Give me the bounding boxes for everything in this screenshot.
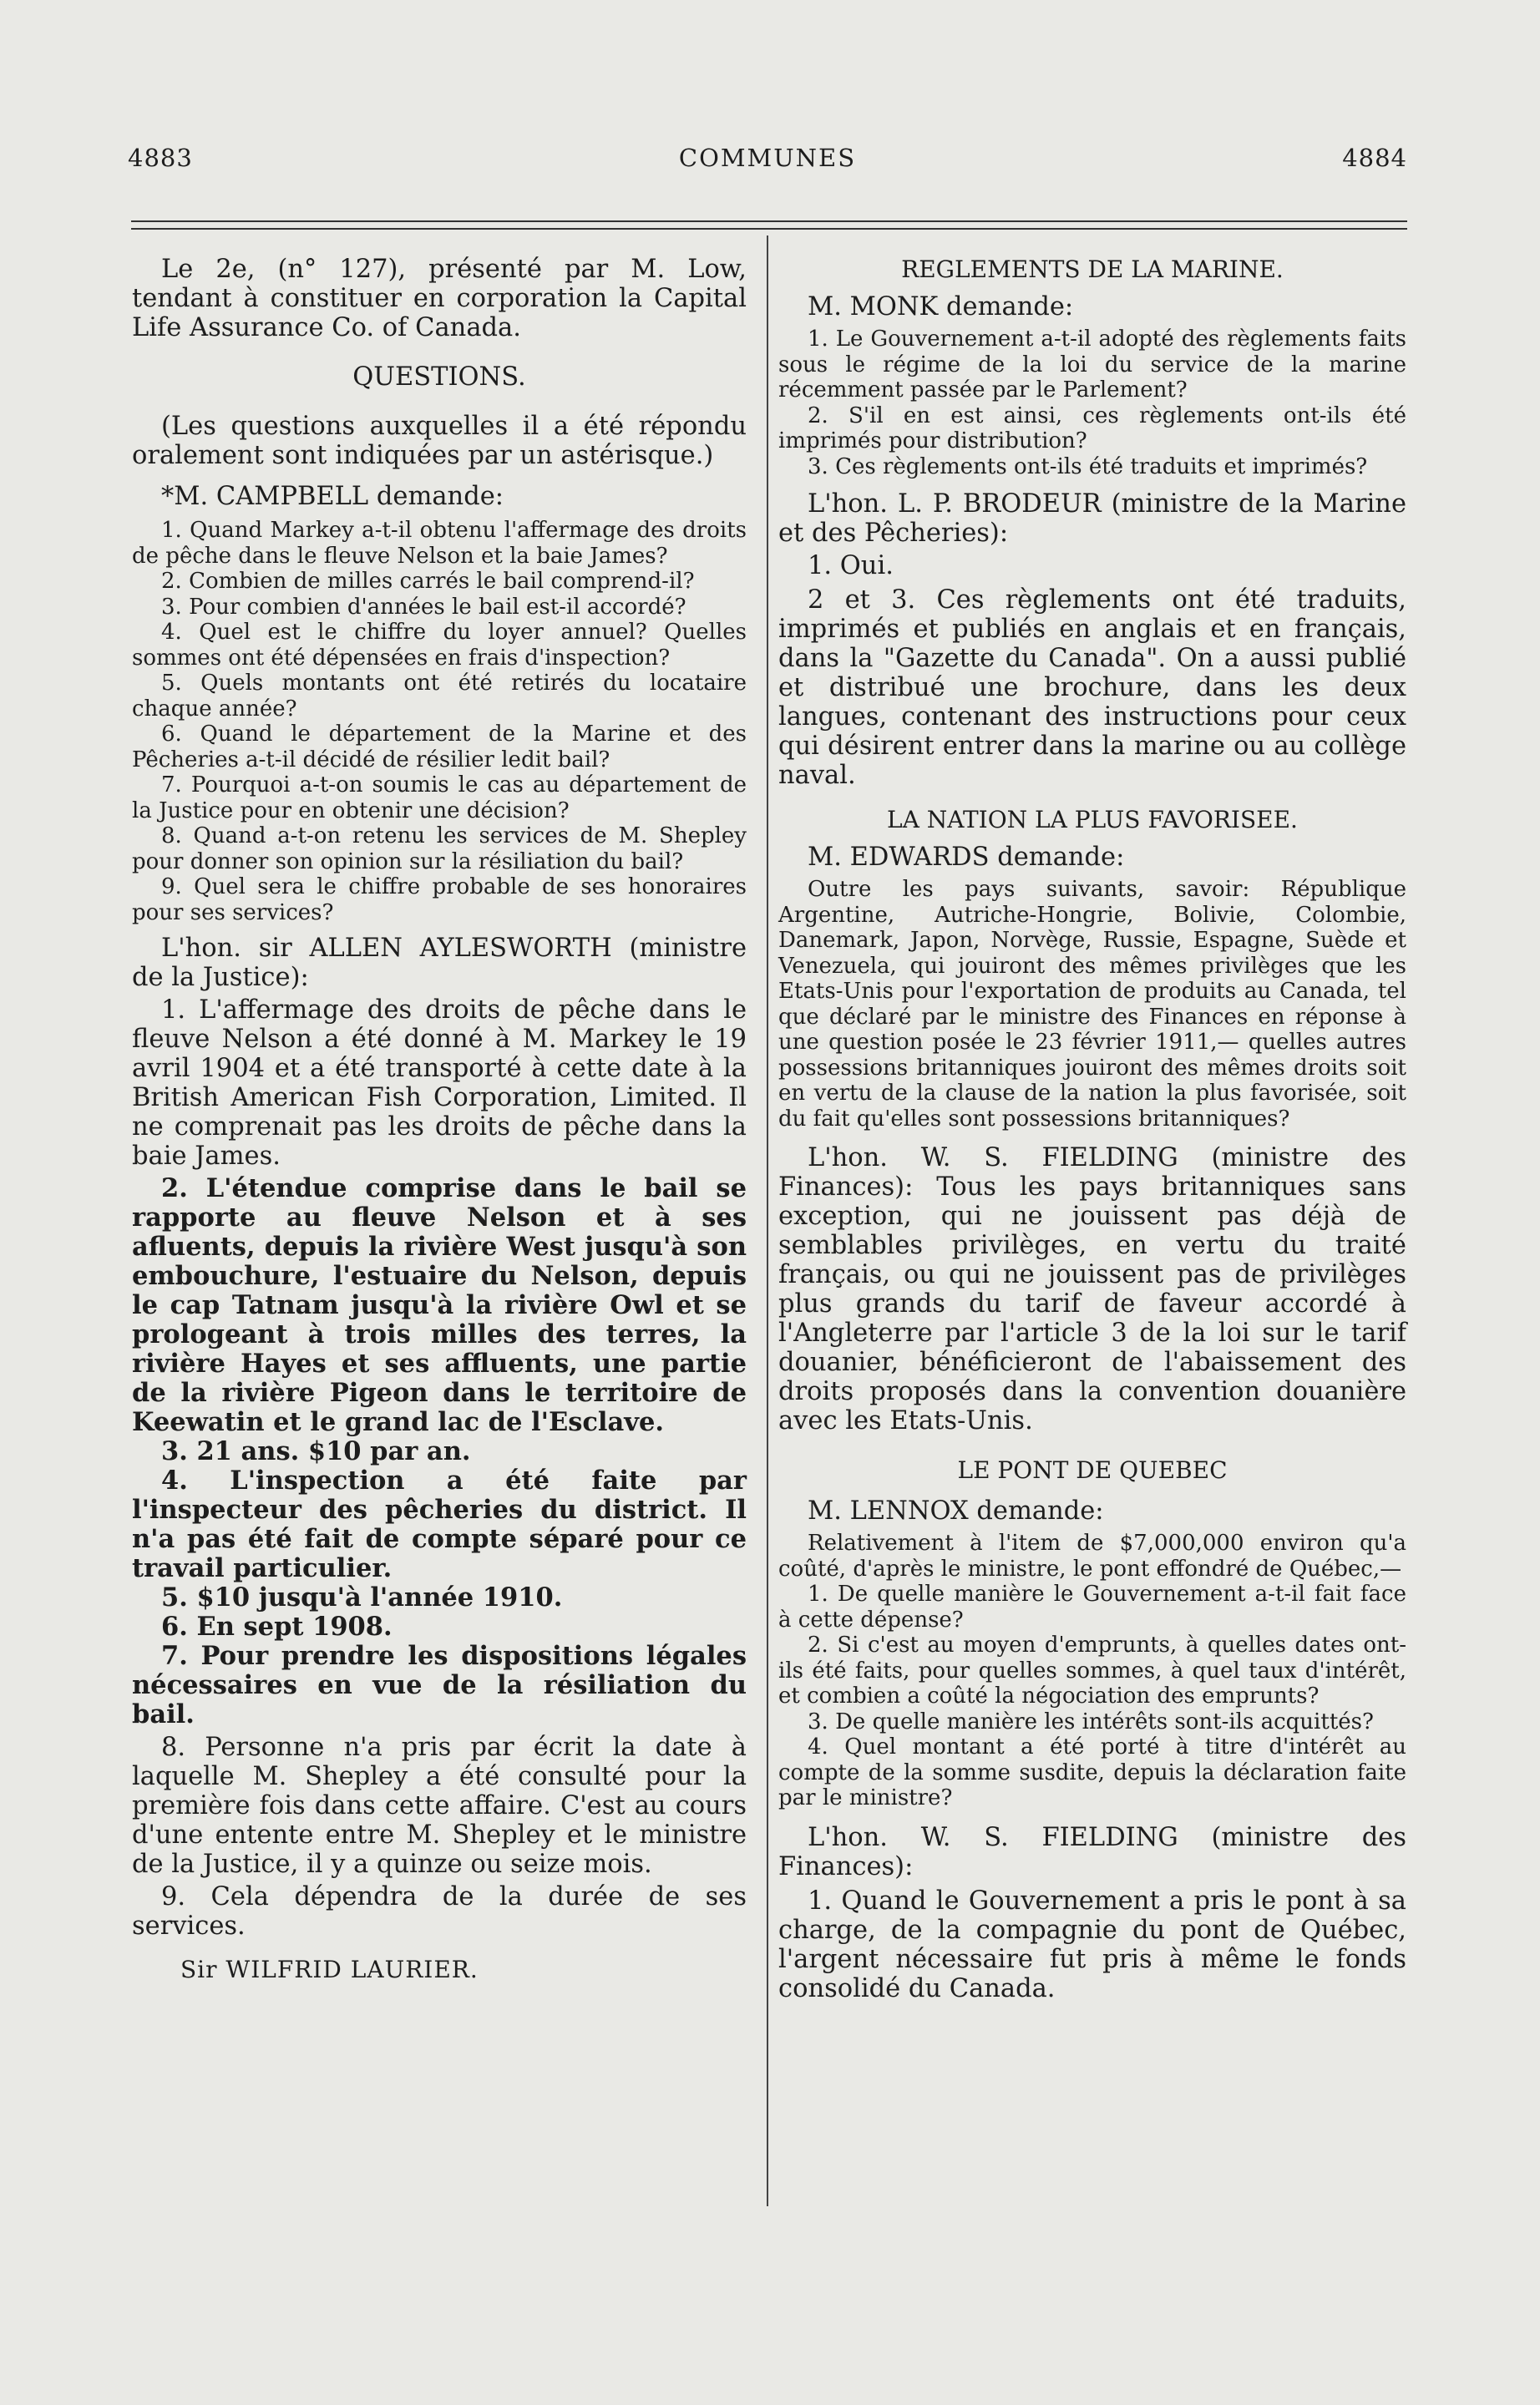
edwards-asks: M. EDWARDS demande: xyxy=(808,843,1125,872)
header-rule-bottom xyxy=(131,228,1407,230)
column-divider xyxy=(767,235,768,2206)
list-item: 4. Quel est le chiffre du loyer annuel? Quelles sommes ont été dépensées en frais d'inspection? xyxy=(132,620,747,671)
fielding-reply-1: L'hon. W. S. FIELDING (ministre des Finances): Tous les pays britanniques sans exception, qui ne jouissent pas déjà de semblables privilèges, en vertu du traité français, ou qui ne jouissent pas de privilèges plus grands du tarif de faveur accordé à l'Angleterre par l'article 3 de la loi sur le tarif douanier, bénéficieront de l'abaissement des droits proposés dans la convention douanière avec les Etats-Unis. xyxy=(778,1143,1406,1435)
list-item: 9. Quel sera le chiffre probable de ses honoraires pour ses services? xyxy=(132,874,747,925)
page-header xyxy=(128,144,1407,185)
monk-asks: M. MONK demande: xyxy=(808,292,1074,322)
section-heading-questions: QUESTIONS. xyxy=(352,362,526,392)
monk-questions xyxy=(778,327,1406,479)
bill-intro: Le 2e, (n° 127), présenté par M. Low, tendant à constituer en corporation la Capital Life Assurance Co. of Canada. xyxy=(132,255,747,342)
list-item: 3. De quelle manière les intérêts sont-ils acquittés? xyxy=(808,1709,1374,1734)
signature: Sir WILFRID LAURIER. xyxy=(180,1956,479,1983)
page-number-right: 4884 xyxy=(1342,144,1407,172)
fielding-reply-2: L'hon. W. S. FIELDING (ministre des Finances): xyxy=(778,1822,1406,1881)
header-rule-top xyxy=(131,220,1407,222)
running-title: COMMUNES xyxy=(678,144,857,172)
list-item: 6. En sept 1908. xyxy=(161,1612,393,1642)
questions-note: (Les questions auxquelles il a été répondu oralement sont indiquées par un astérisque.) xyxy=(132,412,747,470)
list-item: 3. Ces règlements ont-ils été traduits et imprimés? xyxy=(808,453,1368,479)
section-heading-pont: LE PONT DE QUEBEC xyxy=(957,1456,1228,1484)
lennox-asks: M. LENNOX demande: xyxy=(808,1496,1104,1526)
list-item: 2. S'il en est ainsi, ces règlements ont-ils été imprimés pour distribution? xyxy=(778,403,1406,453)
lennox-intro: Relativement à l'item de $7,000,000 environ qu'a coûté, d'après le ministre, le pont effondré de Québec,— xyxy=(778,1531,1406,1582)
fielding-answer-2: 1. Quand le Gouvernement a pris le pont à sa charge, de la compagnie du pont de Québec, l'argent nécessaire fut pris à même le fonds consolidé du Canada. xyxy=(778,1886,1406,2003)
list-item: 2. Combien de milles carrés le bail comprend-il? xyxy=(161,569,695,594)
campbell-asks: *M. CAMPBELL demande: xyxy=(161,482,504,511)
list-item: 2. Si c'est au moyen d'emprunts, à quelles dates ont-ils été faits, pour quelles sommes, à quel taux d'intérêt, et combien a coûté la négociation des emprunts? xyxy=(778,1633,1406,1709)
list-item: 4. Quel montant a été porté à titre d'intérêt au compte de la somme susdite, depuis la déclaration faite par le ministre? xyxy=(778,1734,1406,1810)
list-item: 6. Quand le département de la Marine et des Pêcheries a-t-il décidé de résilier ledit bail? xyxy=(132,722,747,772)
list-item: 1. Le Gouvernement a-t-il adopté des règlements faits sous le régime de la loi du service de la marine récemment passée par le Parlement? xyxy=(778,327,1406,403)
list-item: 4. L'inspection a été faite par l'inspecteur des pêcheries du district. Il n'a pas été fait de compte séparé pour ce travail particulier. xyxy=(132,1466,747,1583)
list-item: 3. Pour combien d'années le bail est-il accordé? xyxy=(161,594,686,620)
list-item: 5. Quels montants ont été retirés du locataire chaque année? xyxy=(132,671,747,722)
campbell-questions xyxy=(132,518,747,925)
list-item: 1. De quelle manière le Gouvernement a-t-il fait face à cette dépense? xyxy=(778,1582,1406,1633)
brodeur-answers xyxy=(778,551,1406,790)
list-item: 7. Pourquoi a-t-on soumis le cas au département de la Justice pour en obtenir une décision? xyxy=(132,772,747,823)
list-item: 2. L'étendue comprise dans le bail se rapporte au fleuve Nelson et à ses afluents, depuis la rivière West jusqu'à son embouchure, l'estuaire du Nelson, depuis le cap Tatnam jusqu'à la rivière Owl et se prologeant à trois milles des terres, la rivière Hayes et ses affluents, une partie de la rivière Pigeon dans le territoire de Keewatin et le grand lac de l'Esclave. xyxy=(132,1173,747,1437)
aylesworth-reply: L'hon. sir ALLEN AYLESWORTH (ministre de la Justice): xyxy=(132,934,747,992)
list-item: 2 et 3. Ces règlements ont été traduits, imprimés et publiés en anglais et en français, dans la "Gazette du Canada". On a aussi publié et distribué une brochure, dans les deux langues, contenant des instructions pour ceux qui désirent entrer dans la marine ou au collège naval. xyxy=(778,585,1406,790)
right-column xyxy=(778,255,1406,2003)
edwards-question: Outre les pays suivants, savoir: République Argentine, Autriche-Hongrie, Bolivie, Colombie, Danemark, Japon, Norvège, Russie, Espagne, Suède et Venezuela, qui jouiront des mêmes privilèges que les Etats-Unis pour l'exportation de produits au Canada, tel que déclaré par le ministre des Finances en réponse à une question posée le 23 février 1911,— quelles autres possessions britanniques jouiront des mêmes droits soit en vertu de la clause de la nation la plus favorisée, soit du fait qu'elles sont possessions britanniques? xyxy=(778,877,1406,1132)
list-item: 7. Pour prendre les dispositions légales nécessaires en vue de la résiliation du bail. xyxy=(132,1641,747,1729)
lennox-questions xyxy=(778,1582,1406,1811)
list-item: 5. $10 jusqu'à l'année 1910. xyxy=(161,1582,563,1613)
list-item: 9. Cela dépendra de la durée de ses services. xyxy=(132,1882,747,1941)
section-heading-marine: REGLEMENTS DE LA MARINE. xyxy=(901,256,1284,283)
brodeur-reply: L'hon. L. P. BRODEUR (ministre de la Marine et des Pêcheries): xyxy=(778,489,1406,548)
list-item: 1. Quand Markey a-t-il obtenu l'affermage des droits de pêche dans le fleuve Nelson et la baie James? xyxy=(132,518,747,569)
list-item: 1. Oui. xyxy=(808,551,894,580)
section-heading-nation: LA NATION LA PLUS FAVORISEE. xyxy=(887,806,1298,833)
list-item: 3. 21 ans. $10 par an. xyxy=(161,1436,471,1466)
list-item: 8. Personne n'a pris par écrit la date à laquelle M. Shepley a été consulté pour la première fois dans cette affaire. C'est au cours d'une entente entre M. Shepley et le ministre de la Justice, il y a quinze ou seize mois. xyxy=(132,1733,747,1879)
left-column xyxy=(132,255,747,1983)
list-item: 1. L'affermage des droits de pêche dans le fleuve Nelson a été donné à M. Markey le 19 avril 1904 et a été transporté à cette date à la British American Fish Corporation, Limited. Il ne comprenait pas les droits de pêche dans la baie James. xyxy=(132,995,747,1171)
list-item: 8. Quand a-t-on retenu les services de M. Shepley pour donner son opinion sur la résiliation du bail? xyxy=(132,823,747,874)
aylesworth-answers xyxy=(132,995,747,1941)
page-number-left: 4883 xyxy=(128,144,193,172)
